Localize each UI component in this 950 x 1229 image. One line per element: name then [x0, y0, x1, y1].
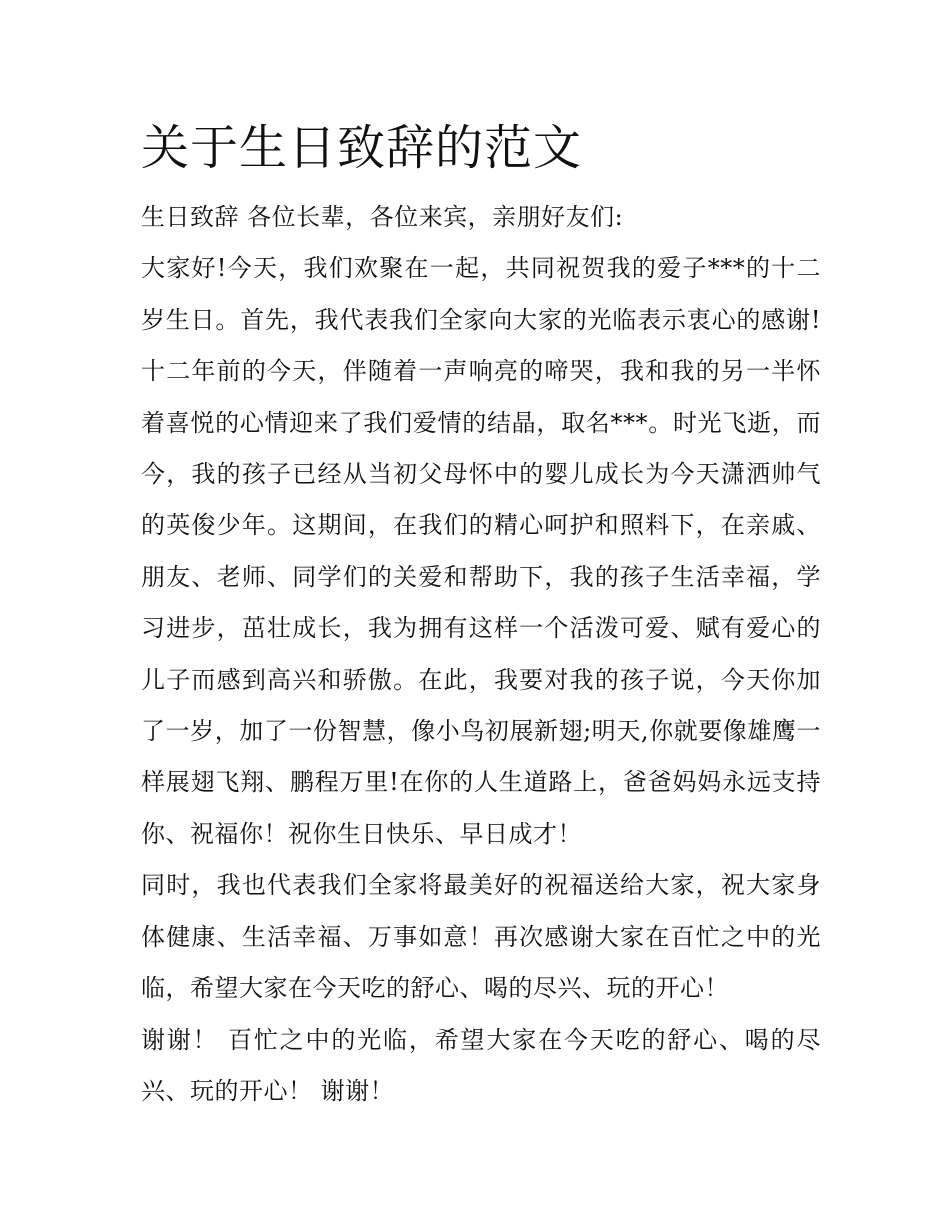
document-page [141, 112, 821, 1117]
paragraph-closing: 谢谢！ 百忙之中的光临，希望大家在今天吃的舒心、喝的尽兴、玩的开心！ 谢谢！ [141, 1025, 821, 1105]
paragraph-main: 大家好!今天，我们欢聚在一起，共同祝贺我的爱子***的十二岁生日。首先，我代表我们全家向大家的光临表示衷心的感谢!十二年前的今天，伴随着一声响亮的啼哭，我和我的另一半怀着喜悦的心情迎来了我们爱情的结晶，取名***。时光飞逝，而今，我的孩子已经从当初父母怀中的婴儿成长为今天潇洒帅气的英俊少年。这期间，在我们的精心呵护和照料下，在亲戚、朋友、老师、同学们的关爱和帮助下，我的孩子生活幸福，学习进步，茁壮成长，我为拥有这样一个活泼可爱、赋有爱心的儿子而感到高兴和骄傲。在此，我要对我的孩子说，今天你加了一岁，加了一份智慧，像小鸟初展新翅;明天,你就要像雄鹰一样展翅飞翔、鹏程万里!在你的人生道路上，爸爸妈妈永远支持你、祝福你！祝你生日快乐、早日成才！ [141, 254, 821, 848]
paragraph-wishes: 同时，我也代表我们全家将最美好的祝福送给大家，祝大家身体健康、生活幸福、万事如意！再次感谢大家在百忙之中的光临，希望大家在今天吃的舒心、喝的尽兴、玩的开心！ [141, 871, 821, 1003]
paragraph-greeting: 生日致辞 各位长辈，各位来宾，亲朋好友们: [141, 203, 624, 231]
document-title: 关于生日致辞的范文 [141, 120, 583, 176]
